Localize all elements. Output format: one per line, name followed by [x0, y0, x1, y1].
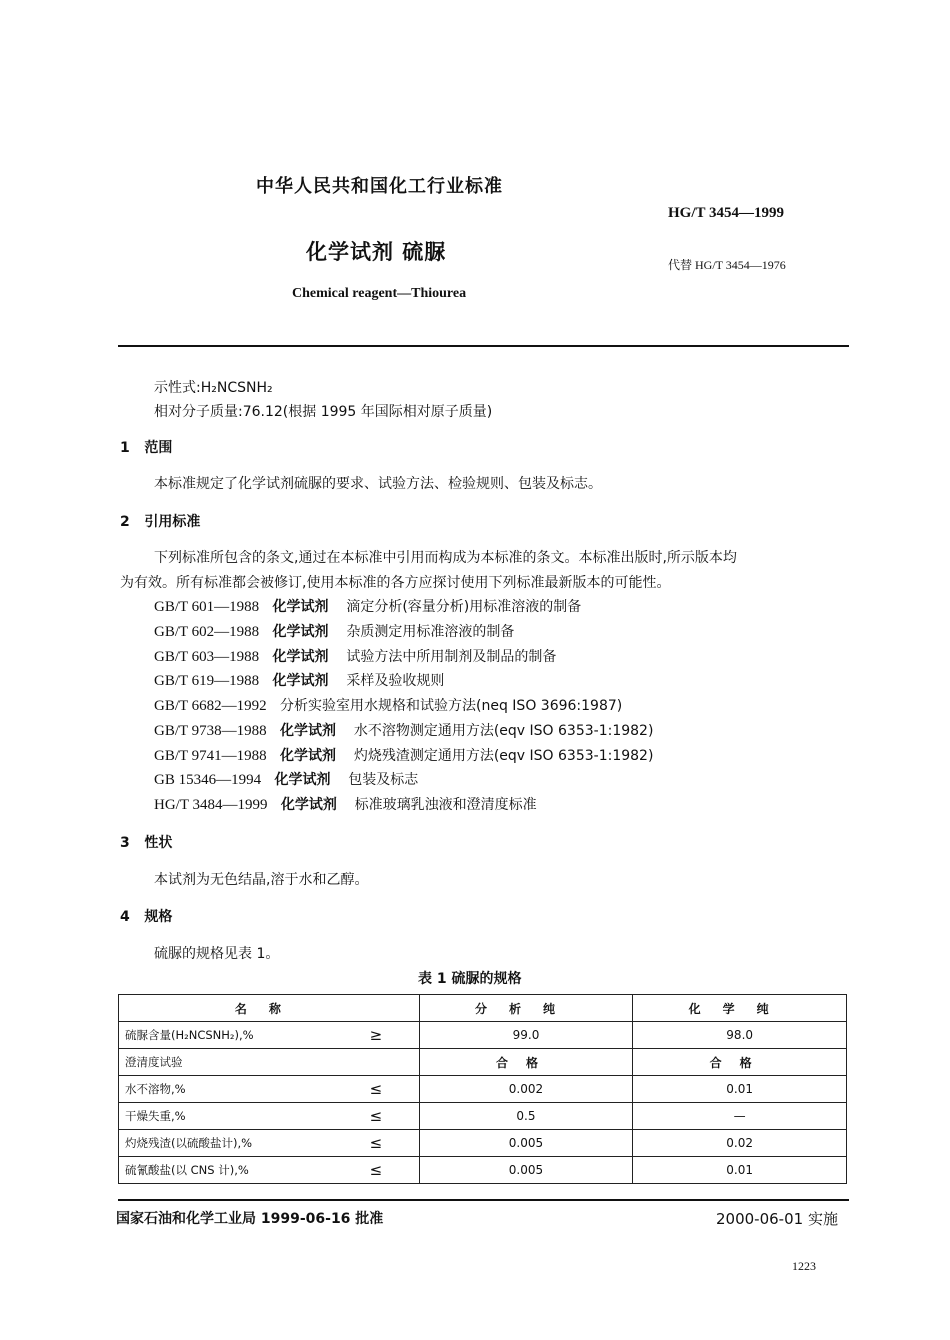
chemically-pure-value: 0.02	[633, 1130, 847, 1157]
analytical-reagent-value: 99.0	[419, 1022, 633, 1049]
english-title: Chemical reagent—Thiourea	[292, 286, 467, 301]
analytical-reagent-value: 0.005	[419, 1130, 633, 1157]
spec-table	[118, 994, 847, 1184]
table-row	[119, 1157, 847, 1184]
section-number: 3	[120, 835, 130, 851]
table-row	[119, 1049, 847, 1076]
reference-item: GB 15346—1994 化学试剂 包装及标志	[154, 772, 419, 788]
standard-title: 化学试剂 硫脲	[306, 240, 447, 264]
section-2-heading	[120, 511, 200, 531]
reference-item: GB/T 9738—1988 化学试剂 水不溶物测定通用方法(eqv ISO 6353-1:1982)	[154, 723, 654, 739]
section-number: 4	[120, 909, 130, 925]
reference-item: GB/T 619—1988 化学试剂 采样及验收规则	[154, 673, 445, 689]
item-name: 干燥失重,%	[119, 1103, 334, 1130]
table-row	[119, 1076, 847, 1103]
effective-date: 2000-06-01 实施	[716, 1210, 838, 1228]
section-3-heading	[120, 832, 172, 852]
chemically-pure-value: —	[633, 1103, 847, 1130]
analytical-reagent-value: 0.5	[419, 1103, 633, 1130]
approval-line: 国家石油和化学工业局 1999-06-16 批准	[116, 1211, 384, 1227]
comparison-operator: ≤	[333, 1103, 419, 1130]
section-title: 范围	[144, 440, 173, 456]
comparison-operator	[333, 1049, 419, 1076]
table-caption: 表 1 硫脲的规格	[418, 971, 522, 987]
section-1-heading	[120, 437, 172, 457]
chemically-pure-value: 合格	[633, 1049, 847, 1076]
section-2-text-line-2: 为有效。所有标准都会被修订,使用本标准的各方应探讨使用下列标准最新版本的可能性。	[120, 575, 671, 591]
item-name: 硫脲含量(H₂NCSNH₂),%	[119, 1022, 334, 1049]
item-name: 灼烧残渣(以硫酸盐计),%	[119, 1130, 334, 1157]
section-3-text: 本试剂为无色结晶,溶于水和乙醇。	[154, 872, 369, 888]
analytical-reagent-value: 0.005	[419, 1157, 633, 1184]
table-header-row	[119, 995, 847, 1022]
reference-item: GB/T 603—1988 化学试剂 试验方法中所用制剂及制品的制备	[154, 649, 557, 665]
analytical-reagent-value: 0.002	[419, 1076, 633, 1103]
section-2-text-line-1: 下列标准所包含的条文,通过在本标准中引用而构成为本标准的条文。本标准出版时,所示版本均	[154, 550, 737, 566]
item-name: 水不溶物,%	[119, 1076, 334, 1103]
section-title: 性状	[144, 835, 173, 851]
item-name: 澄清度试验	[119, 1049, 334, 1076]
molecular-mass-line: 相对分子质量:76.12(根据 1995 年国际相对原子质量)	[154, 404, 493, 420]
comparison-operator: ≤	[333, 1076, 419, 1103]
item-name: 硫氰酸盐(以 CNS 计),%	[119, 1157, 334, 1184]
table-row	[119, 1103, 847, 1130]
reference-item: GB/T 601—1988 化学试剂 滴定分析(容量分析)用标准溶液的制备	[154, 599, 582, 615]
section-1-text: 本标准规定了化学试剂硫脲的要求、试验方法、检验规则、包装及标志。	[154, 476, 602, 492]
reference-item: GB/T 602—1988 化学试剂 杂质测定用标准溶液的制备	[154, 624, 515, 640]
org-title: 中华人民共和国化工行业标准	[256, 176, 503, 197]
column-header-ar: 分析纯	[419, 995, 633, 1022]
footer-divider	[118, 1199, 849, 1201]
replaces-standard: 代替 HG/T 3454—1976	[668, 258, 786, 272]
section-4-text: 硫脲的规格见表 1。	[154, 946, 280, 962]
reference-item: HG/T 3484—1999 化学试剂 标准玻璃乳浊液和澄清度标准	[154, 797, 537, 813]
reference-item: GB/T 9741—1988 化学试剂 灼烧残渣测定通用方法(eqv ISO 6353-1:1982)	[154, 748, 654, 764]
page-number: 1223	[792, 1259, 816, 1273]
comparison-operator: ≤	[333, 1130, 419, 1157]
chemically-pure-value: 98.0	[633, 1022, 847, 1049]
header-divider	[118, 345, 849, 347]
comparison-operator: ≤	[333, 1157, 419, 1184]
column-header-name: 名称	[119, 995, 420, 1022]
section-title: 引用标准	[144, 514, 201, 530]
column-header-cp: 化学纯	[633, 995, 847, 1022]
standard-number: HG/T 3454—1999	[668, 205, 784, 221]
section-4-heading	[120, 906, 172, 926]
chemically-pure-value: 0.01	[633, 1157, 847, 1184]
section-title: 规格	[144, 909, 173, 925]
chemically-pure-value: 0.01	[633, 1076, 847, 1103]
reference-item: GB/T 6682—1992 分析实验室用水规格和试验方法(neq ISO 3696:1987)	[154, 698, 623, 714]
table-row	[119, 1022, 847, 1049]
table-row	[119, 1130, 847, 1157]
analytical-reagent-value: 合格	[419, 1049, 633, 1076]
formula-line: 示性式:H₂NCSNH₂	[154, 380, 273, 396]
section-number: 1	[120, 440, 130, 456]
comparison-operator: ≥	[333, 1022, 419, 1049]
section-number: 2	[120, 514, 130, 530]
